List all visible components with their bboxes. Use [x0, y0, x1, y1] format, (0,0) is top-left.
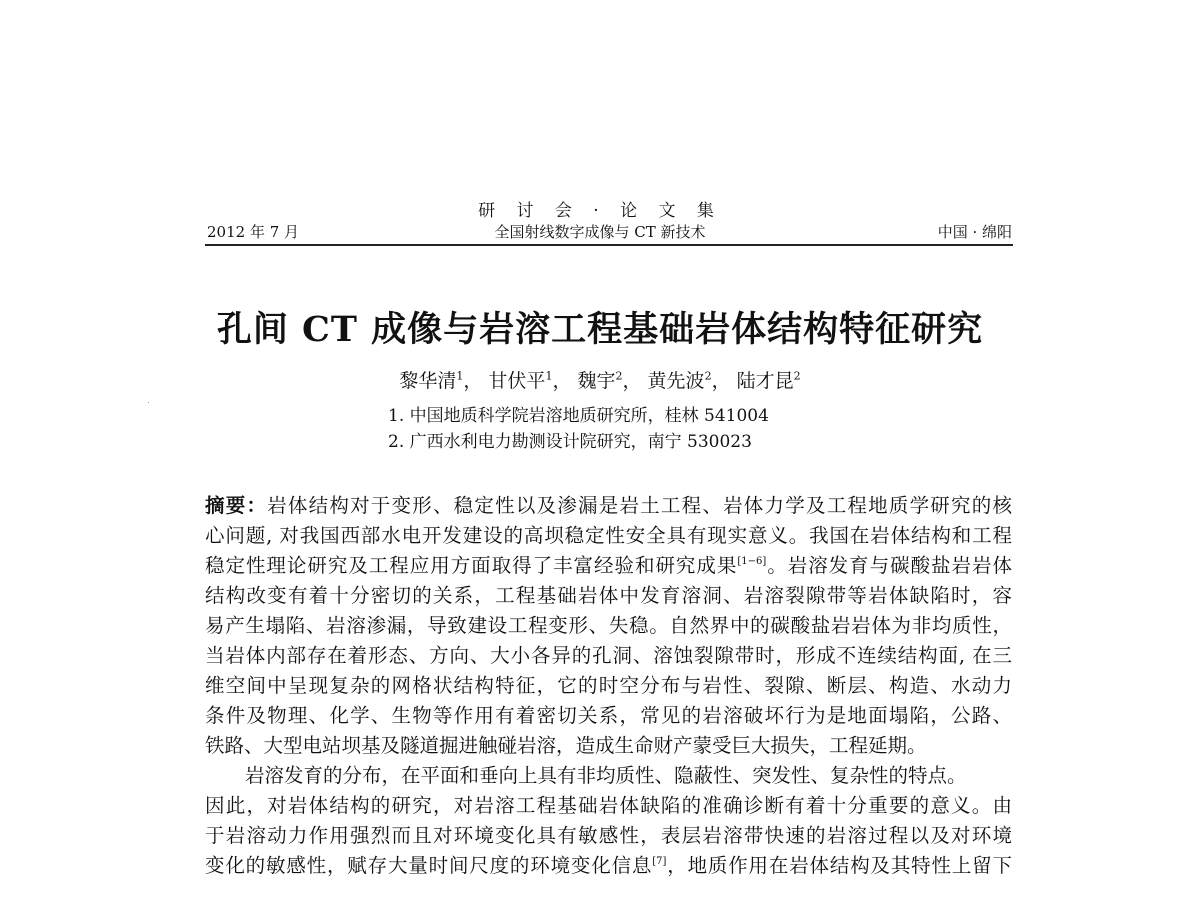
- text-line: [205, 524, 1012, 548]
- affiliation: 2. 广西水利电力勘测设计院研究，南宁 530023: [388, 432, 752, 452]
- author-affiliation-mark: 2: [793, 369, 801, 383]
- text-line: [205, 794, 1012, 818]
- text-line: [205, 554, 1012, 578]
- author-affiliation-mark: 1: [456, 369, 464, 383]
- header-rule: [205, 244, 1013, 246]
- author-affiliation-mark: 2: [704, 369, 712, 383]
- conference-date: 2012 年 7 月: [207, 223, 300, 241]
- text-segment: 于岩溶动力作用强烈而且对环境变化具有敏感性，表层岩溶带快速的岩溶过程以及对环境: [205, 824, 1012, 847]
- text-segment: 。岩溶发育与碳酸盐岩岩体: [766, 554, 1012, 577]
- text-segment: ，地质作用在岩体结构及其特性上留下: [666, 854, 1012, 877]
- author-name: 甘伏平: [488, 370, 546, 392]
- conference-place: 中国 · 绵阳: [937, 223, 1012, 241]
- paper-title: 孔间 CT 成像与岩溶工程基础岩体结构特征研究: [216, 309, 984, 350]
- text-line: [205, 494, 1012, 518]
- text-line: [205, 644, 1012, 668]
- text-segment: 变化的敏感性，赋存大量时间尺度的环境变化信息: [205, 854, 653, 877]
- text-segment: 易产生塌陷、岩溶渗漏，导致建设工程变形、失稳。自然界中的碳酸盐岩岩体为非均质性，: [205, 614, 1012, 637]
- abstract-label: 摘要：: [205, 494, 268, 517]
- text-segment: 结构改变有着十分密切的关系，工程基础岩体中发育溶洞、岩溶裂隙带等岩体缺陷时，容: [205, 584, 1012, 607]
- citation-reference: [1−6]: [737, 556, 767, 567]
- author-name: 陆才昆: [736, 370, 794, 392]
- text-segment: 维空间中呈现复杂的网格状结构特征，它的时空分布与岩性、裂隙、断层、构造、水动力: [205, 674, 1012, 697]
- text-line: [205, 764, 1012, 788]
- citation-reference: [7]: [652, 856, 667, 867]
- author-affiliation-mark: 1: [545, 369, 553, 383]
- text-segment: 因此，对岩体结构的研究，对岩溶工程基础岩体缺陷的准确诊断有着十分重要的意义。由: [205, 794, 1012, 817]
- text-line: [205, 584, 1012, 608]
- affiliation: 1. 中国地质科学院岩溶地质研究所，桂林 541004: [388, 406, 769, 426]
- text-segment: 心问题, 对我国西部水电开发建设的高坝稳定性安全具有现实意义。我国在岩体结构和工程: [205, 524, 1012, 547]
- text-line: [205, 854, 1012, 878]
- text-segment: 岩体结构对于变形、稳定性以及渗漏是岩土工程、岩体力学及工程地质学研究的核: [267, 494, 1012, 517]
- scan-speck: [148, 402, 149, 403]
- author-affiliation-mark: 2: [615, 369, 623, 383]
- author-name: 魏宇: [577, 370, 616, 392]
- proceedings-series-title: 研 讨 会 · 论 文 集: [478, 201, 722, 221]
- text-line: [205, 734, 1012, 758]
- text-line: [205, 824, 1012, 848]
- text-line: [205, 614, 1012, 638]
- text-segment: 当岩体内部存在着形态、方向、大小各异的孔洞、溶蚀裂隙带时，形成不连续结构面, 在三: [205, 644, 1012, 667]
- text-line: [205, 704, 1012, 728]
- text-line: [205, 674, 1012, 698]
- text-segment: 岩溶发育的分布，在平面和垂向上具有非均质性、隐蔽性、突发性、复杂性的特点。: [245, 764, 967, 787]
- text-segment: 稳定性理论研究及工程应用方面取得了丰富经验和研究成果: [205, 554, 738, 577]
- text-segment: 条件及物理、化学、生物等作用有着密切关系，常见的岩溶破坏行为是地面塌陷，公路、: [205, 704, 1012, 727]
- author-name: 黎华清: [399, 370, 457, 392]
- author-name: 黄先波: [647, 370, 705, 392]
- conference-name: 全国射线数字成像与 CT 新技术: [494, 223, 706, 241]
- text-segment: 铁路、大型电站坝基及隧道掘进触碰岩溶，造成生命财产蒙受巨大损失，工程延期。: [205, 734, 927, 757]
- author-list: 黎华清$^1$， 甘伏平$^1$， 魏宇$^2$， 黄先波$^2$， 陆才昆$^2$: [399, 369, 801, 392]
